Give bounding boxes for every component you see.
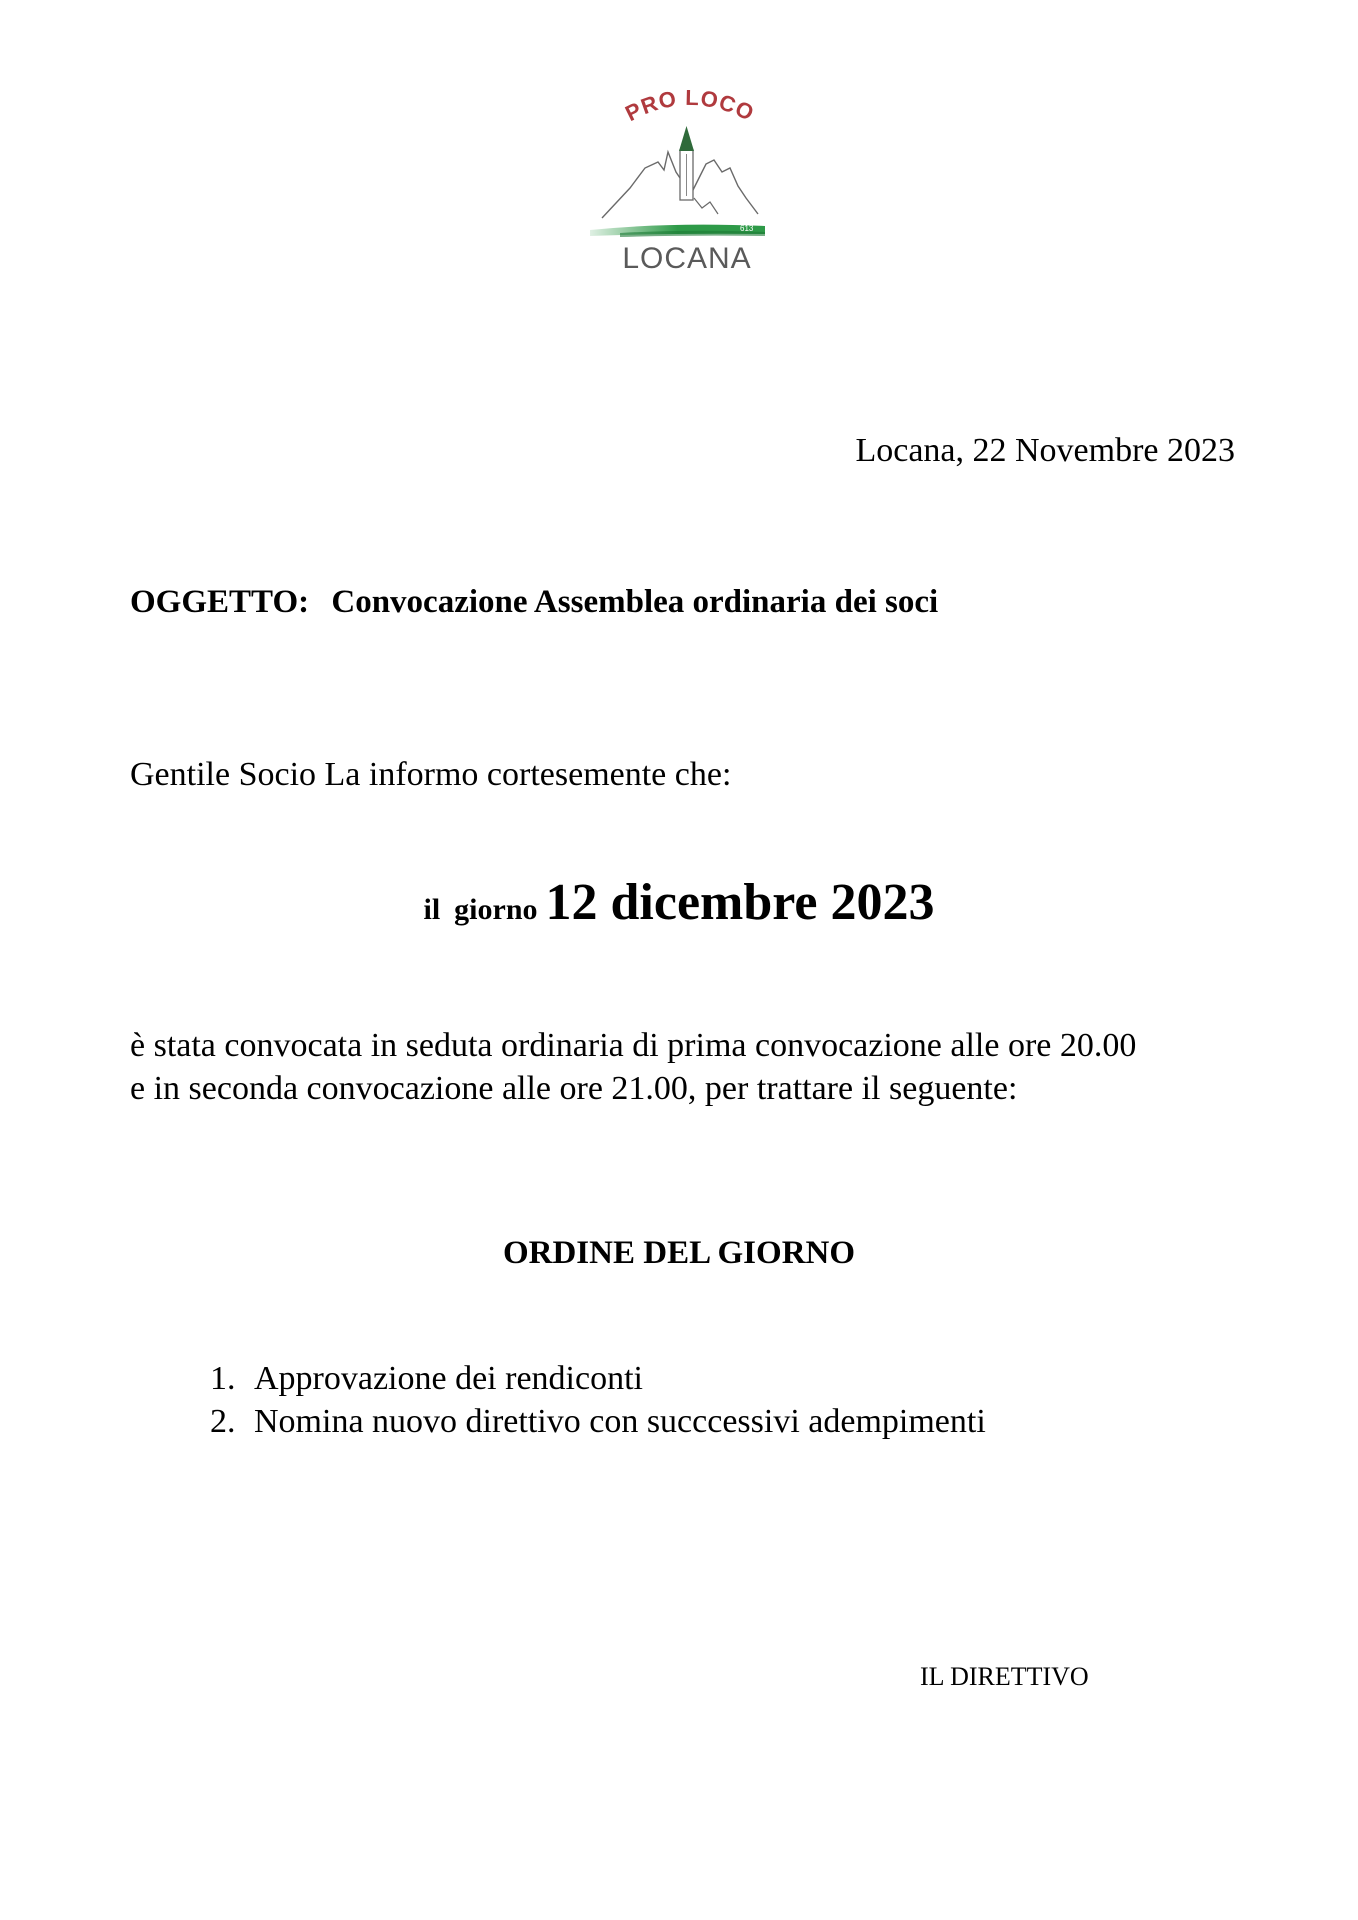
meeting-giorno: giorno bbox=[454, 893, 538, 926]
body-line-2: e in seconda convocazione alle ore 21.00, per trattare il seguente: bbox=[130, 1070, 1018, 1107]
agenda-item-text: Nomina nuovo direttivo con succcessivi adempimenti bbox=[254, 1403, 986, 1440]
subject-line bbox=[130, 584, 938, 621]
convocation-text bbox=[130, 1024, 1136, 1110]
logo-bottom-text: LOCANA bbox=[622, 242, 752, 275]
agenda-item bbox=[210, 1400, 986, 1443]
mountain-logo-icon bbox=[590, 90, 790, 280]
logo-top-text: PRO LOCO bbox=[621, 90, 759, 127]
place-date: Locana, 22 Novembre 2023 bbox=[855, 432, 1235, 469]
greeting: Gentile Socio La informo cortesemente che: bbox=[130, 756, 732, 793]
agenda-item-number: 1. bbox=[210, 1360, 236, 1397]
signature: IL DIRETTIVO bbox=[920, 1662, 1089, 1691]
meeting-date: 12 dicembre 2023 bbox=[545, 874, 935, 931]
agenda-title: ORDINE DEL GIORNO bbox=[502, 1235, 856, 1271]
agenda-item bbox=[210, 1357, 986, 1400]
subject-label: OGGETTO: bbox=[130, 584, 310, 620]
agenda-item-number: 2. bbox=[210, 1403, 236, 1440]
meeting-date-line bbox=[0, 873, 1358, 932]
pro-loco-logo bbox=[590, 90, 790, 280]
subject-text: Convocazione Assemblea ordinaria dei soci bbox=[331, 584, 939, 620]
body-line-1: è stata convocata in seduta ordinaria di prima convocazione alle ore 20.00 bbox=[130, 1027, 1137, 1064]
agenda-item-text: Approvazione dei rendiconti bbox=[254, 1360, 643, 1397]
agenda-list bbox=[210, 1357, 986, 1443]
logo-altitude: 613 bbox=[740, 224, 754, 233]
meeting-il: il bbox=[423, 893, 441, 926]
